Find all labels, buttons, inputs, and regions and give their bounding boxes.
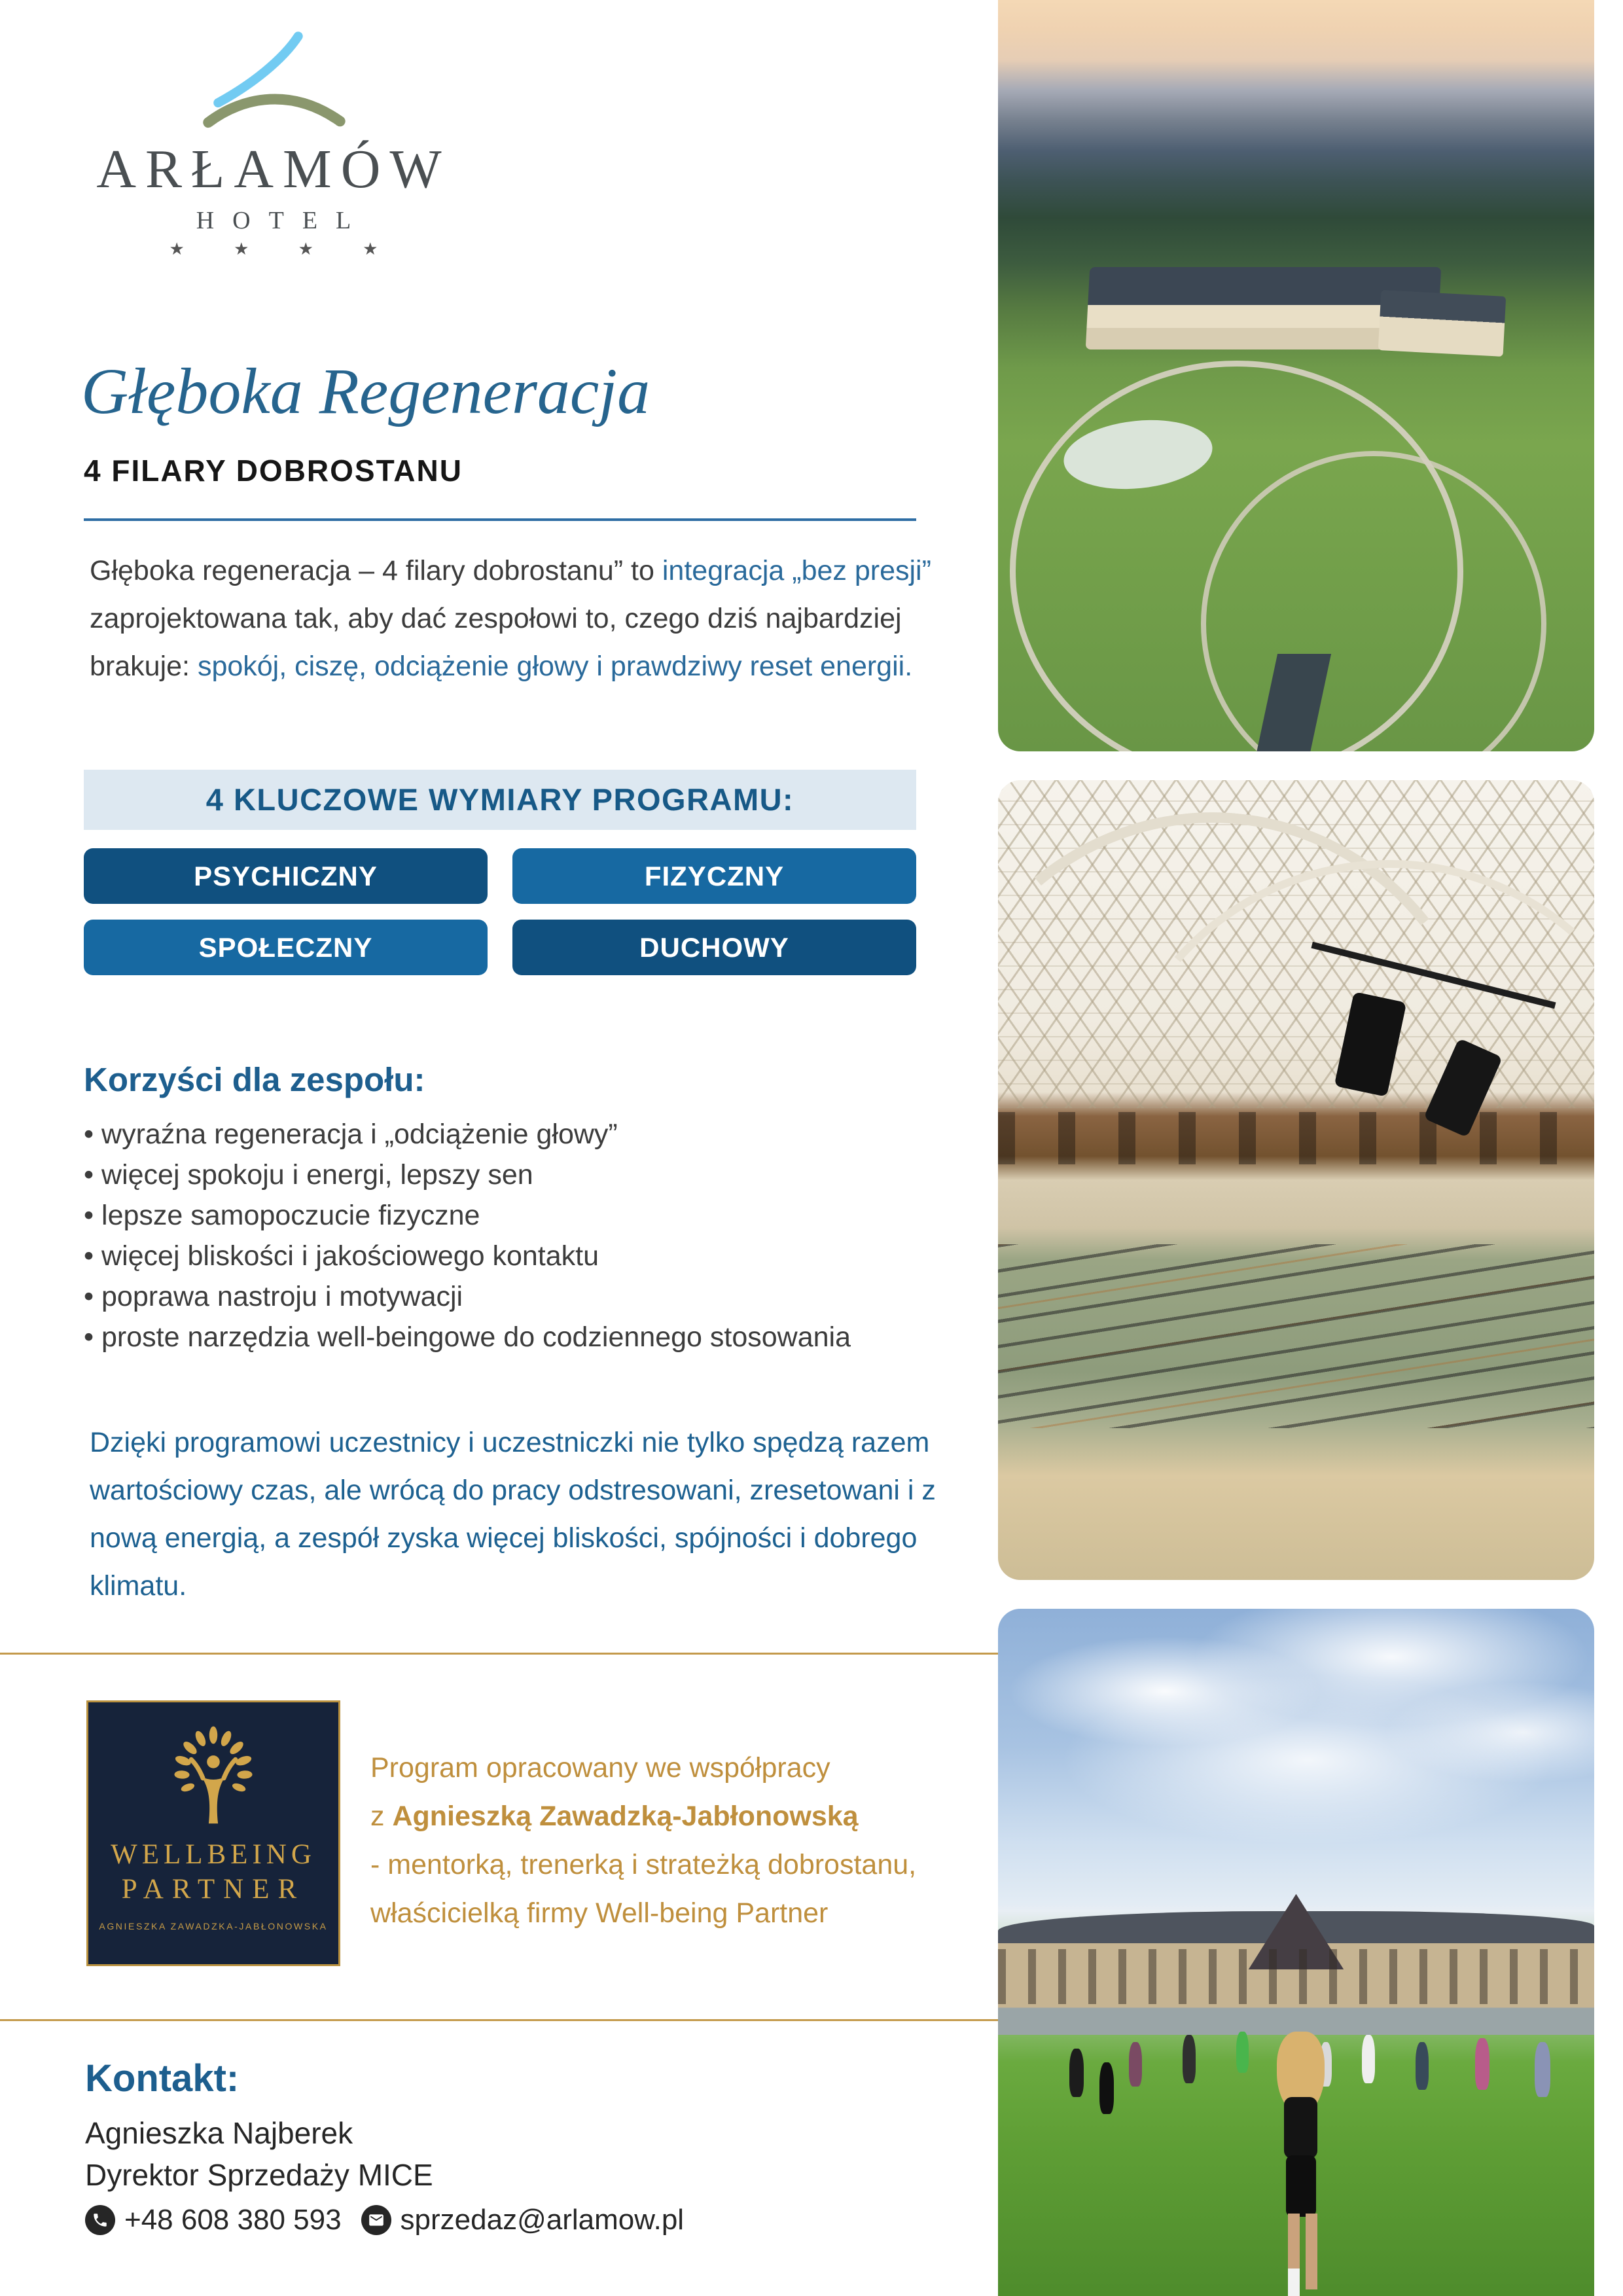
trainer-figure-shorts — [1286, 2155, 1316, 2217]
benefits-heading: Korzyści dla zespołu: — [84, 1061, 425, 1098]
contact-role: Dyrektor Sprzedaży MICE — [85, 2158, 433, 2192]
pillar-duchowy: DUCHOWY — [512, 920, 916, 975]
logo-hotel-word: HOTEL — [196, 207, 370, 234]
wellbeing-partner-logo — [86, 1700, 340, 1966]
contact-section — [85, 2056, 684, 2236]
benefit-item: • wyraźna regeneracja i „odciążenie głowy” — [84, 1114, 935, 1155]
hotel-logo — [84, 30, 463, 259]
pillar-psychiczny: PSYCHICZNY — [84, 848, 488, 904]
contact-row — [85, 2204, 684, 2236]
intro-highlight-1: integracja „bez presji” — [662, 555, 931, 586]
program-pillars — [84, 848, 916, 975]
partner-line-3: - mentorką, trenerką i strateżką dobrostanu, — [370, 1849, 917, 1880]
partner-line-2-prefix: z — [370, 1801, 393, 1832]
email-icon — [361, 2205, 391, 2235]
wp-logo-wellbeing: WELLBEING — [111, 1839, 316, 1870]
page-title: Głęboka Regeneracja — [81, 355, 651, 427]
trainer-figure-sock — [1288, 2269, 1300, 2296]
page-subtitle: 4 FILARY DOBROSTANU — [84, 454, 463, 488]
participant-figure — [1475, 2038, 1489, 2090]
benefit-item: • więcej bliskości i jakościowego kontaktu — [84, 1236, 935, 1276]
gallery-windows-shape — [998, 1112, 1594, 1164]
tiered-seating-shape — [998, 1244, 1594, 1428]
contact-email[interactable]: sprzedaz@arlamow.pl — [400, 2204, 685, 2236]
phone-icon — [85, 2205, 115, 2235]
pillar-spoleczny: SPOŁECZNY — [84, 920, 488, 975]
benefit-item: • więcej spokoju i energi, lepszy sen — [84, 1155, 935, 1195]
participant-figure — [1069, 2049, 1084, 2097]
contact-phone[interactable]: +48 608 380 593 — [124, 2204, 342, 2236]
wellbeing-tree-icon — [164, 1725, 262, 1829]
benefits-list — [84, 1114, 935, 1357]
partner-line-4: właścicielką firmy Well-being Partner — [370, 1897, 829, 1929]
intro-highlight-2: spokój, ciszę, odciążenie głowy i prawdziwy reset energii. — [197, 651, 913, 682]
participant-figure — [1183, 2035, 1196, 2083]
wp-logo-partner: PARTNER — [121, 1874, 306, 1905]
partner-name: Agnieszką Zawadzką-Jabłonowską — [392, 1801, 859, 1832]
gold-divider-bottom — [0, 2019, 998, 2021]
closing-paragraph: Dzięki programowi uczestnicy i uczestniczki nie tylko spędzą razem wartościowy czas, ale wrócą do pracy odstresowani, zresetowani i z nową energią, a zespół zyska więcej bliskości, spójności i dobrego klimatu. — [90, 1427, 936, 1602]
logo-swoosh-icon — [198, 30, 349, 135]
intro-paragraph — [90, 547, 935, 691]
logo-hotel-name: ARŁAMÓW — [96, 139, 451, 200]
wp-logo-owner-name: AGNIESZKA ZAWADZKA-JABŁONOWSKA — [99, 1921, 328, 1931]
benefit-item: • poprawa nastroju i motywacji — [84, 1276, 935, 1317]
participant-figure — [1129, 2042, 1142, 2087]
participant-figure — [1416, 2042, 1429, 2090]
trainer-figure-top — [1284, 2097, 1317, 2159]
participant-figure — [1099, 2062, 1114, 2114]
blue-divider — [84, 518, 916, 521]
benefit-item: • proste narzędzia well-beingowe do codziennego stosowania — [84, 1317, 935, 1357]
trainer-figure-leg — [1306, 2214, 1317, 2289]
contact-heading: Kontakt: — [85, 2057, 240, 2100]
photo-outdoor-fitness — [998, 1609, 1594, 2296]
program-banner: 4 KLUCZOWE WYMIARY PROGRAMU: — [84, 770, 916, 830]
photo-conference-hall — [998, 780, 1594, 1580]
gold-divider-top — [0, 1653, 998, 1655]
participant-figure — [1362, 2035, 1375, 2083]
benefit-item: • lepsze samopoczucie fizyczne — [84, 1195, 935, 1236]
contact-name: Agnieszka Najberek — [85, 2116, 353, 2150]
partner-line-2 — [370, 1792, 916, 1840]
facade-windows-shape — [998, 1949, 1594, 2004]
pillar-fizyczny: FIZYCZNY — [512, 848, 916, 904]
intro-text-1: Głęboka regeneracja – 4 filary dobrostanu” to — [90, 555, 662, 586]
partner-description — [370, 1744, 916, 1937]
logo-stars: ★ ★ ★ ★ — [169, 239, 401, 259]
photo-hotel-aerial — [998, 0, 1594, 751]
intro-text-2: zaprojektowana tak, aby dać zespołowi to, czego dziś najbardziej brakuje: — [90, 603, 902, 682]
participant-figure — [1535, 2042, 1550, 2097]
participant-figure — [1236, 2032, 1248, 2073]
hotel-wing-shape — [1378, 290, 1507, 357]
partner-line-1: Program opracowany we współpracy — [370, 1752, 830, 1784]
